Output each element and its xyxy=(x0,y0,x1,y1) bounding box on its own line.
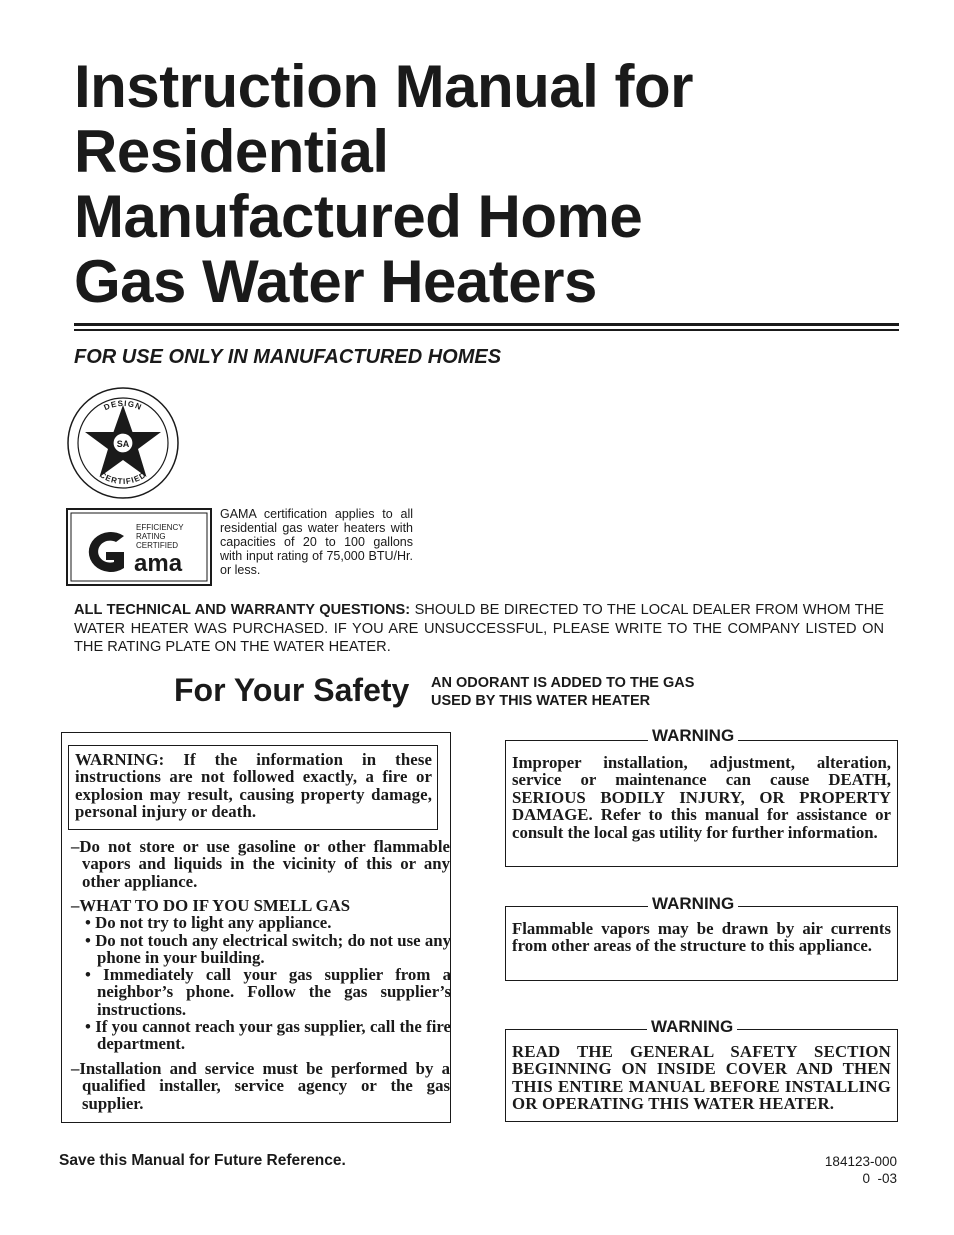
technical-questions-text: SHOULD BE DIRECTED TO THE LOCAL DEALER FROM WHOM THE WATER HEATER WAS PURCHASED. IF YOU ARE UNSUCCESSFUL, PLEASE WRITE TO THE COMPANY LISTED ON THE RATING PLATE ON THE WATER HEATER. xyxy=(74,602,884,655)
safety-subtitle-line-1: AN ODORANT IS ADDED TO THE GAS xyxy=(431,675,695,691)
part-number: 184123-000 xyxy=(824,1154,897,1169)
title-rule-bottom xyxy=(74,329,899,331)
smell-gas-heading: –WHAT TO DO IF YOU SMELL GAS xyxy=(71,896,351,915)
title-line-3: Manufactured Home xyxy=(74,183,643,250)
svg-text:EFFICIENCY: EFFICIENCY xyxy=(136,523,184,532)
title-line-4: Gas Water Heaters xyxy=(74,248,597,315)
smell-gas-bullet-4: • If you cannot reach your gas supplier, call the fire department. xyxy=(85,1017,451,1054)
no-flammables-item: –Do not store or use gasoline or other flammable vapors and liquids in the vicinity of this or any other appliance. xyxy=(71,837,450,891)
title-rule-top xyxy=(74,323,899,326)
technical-questions-label: ALL TECHNICAL AND WARRANTY QUESTIONS: xyxy=(74,602,411,618)
part-number-block xyxy=(760,1153,897,1187)
title-line-2: Residential xyxy=(74,118,389,185)
warning-text-3: READ THE GENERAL SAFETY SECTION BEGINNING ON INSIDE COVER AND THEN THIS ENTIRE MANUAL BEFORE INSTALLING OR OPERATING THIS WATER HEATER. xyxy=(512,1042,891,1114)
title-line-1: Instruction Manual for xyxy=(74,53,693,120)
seal-bottom-text: CERTIFIED xyxy=(97,470,149,487)
svg-text:CERTIFIED xyxy=(98,470,148,486)
safety-heading: For Your Safety xyxy=(174,672,410,708)
gama-certification-note: GAMA certification applies to all residential gas water heaters with capacities of 20 to 100 gallons with input rating of 75,000 BTU/Hr. or less. xyxy=(220,507,413,577)
inner-warning-text: WARNING: If the information in these instructions are not followed exactly, a fire or explosion may result, causing property damage, personal injury or death. xyxy=(75,750,432,822)
warning-label-2: WARNING xyxy=(648,895,738,913)
seal-center-text: SA xyxy=(116,439,130,449)
seal-top-text: DESIGN xyxy=(102,398,144,413)
technical-questions-paragraph xyxy=(74,601,884,657)
csa-design-certified-seal xyxy=(66,387,180,499)
svg-text:RATING: RATING xyxy=(136,532,166,541)
svg-text:CERTIFIED: CERTIFIED xyxy=(136,541,179,550)
warning-text-2: Flammable vapors may be drawn by air currents from other areas of the structure to this appliance. xyxy=(512,919,891,956)
smell-gas-bullet-3: • Immediately call your gas supplier from a neighbor’s phone. Follow the gas supplier’s instructions. xyxy=(85,965,451,1019)
smell-gas-bullet-1: • Do not try to light any appliance. xyxy=(85,913,332,932)
warning-text-1: Improper installation, adjustment, alteration, service or maintenance can cause DEATH, SERIOUS BODILY INJURY, OR PROPERTY DAMAGE. Refer to this manual for assistance or consult the local gas utility for further information. xyxy=(512,753,891,842)
svg-text:ama: ama xyxy=(134,550,183,577)
gama-logo xyxy=(66,508,212,586)
save-manual-note: Save this Manual for Future Reference. xyxy=(59,1152,346,1169)
smell-gas-bullet-2: • Do not touch any electrical switch; do not use any phone in your building. xyxy=(85,931,451,968)
subtitle: FOR USE ONLY IN MANUFACTURED HOMES xyxy=(74,346,502,368)
installation-item: –Installation and service must be performed by a qualified installer, service agency or the gas supplier. xyxy=(71,1059,450,1113)
revision-code: 0 -03 xyxy=(862,1171,897,1186)
safety-subtitle-line-2: USED BY THIS WATER HEATER xyxy=(431,693,651,709)
warning-label-1: WARNING xyxy=(648,727,738,745)
warning-label-3: WARNING xyxy=(647,1018,737,1036)
